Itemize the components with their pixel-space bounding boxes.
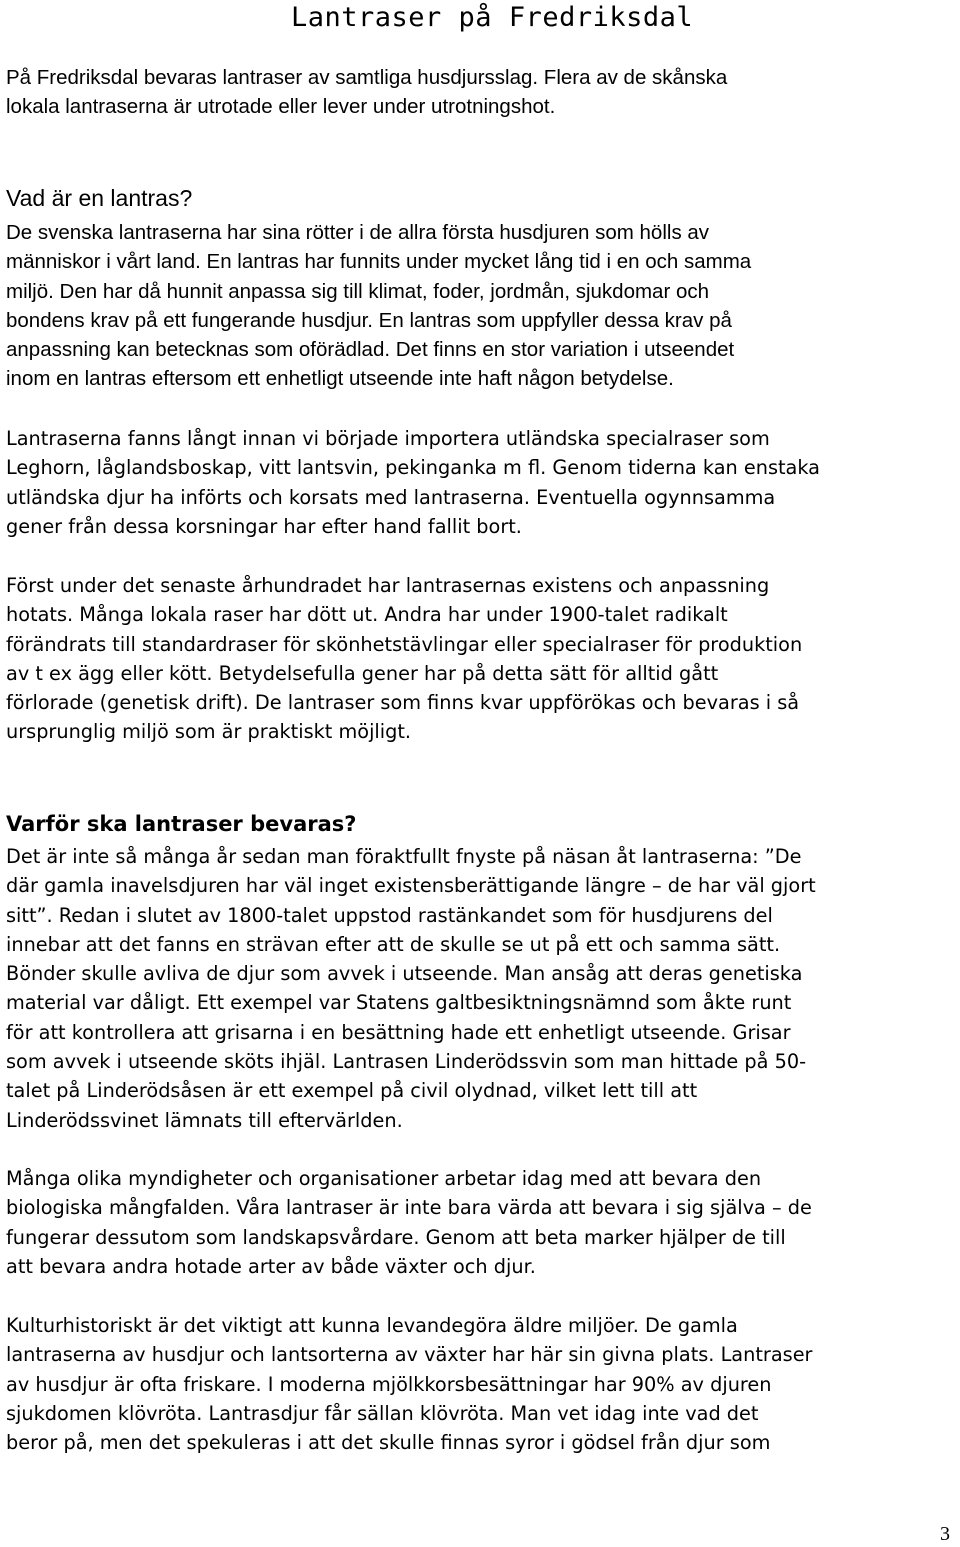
- text-line: Linderödssvinet lämnats till eftervärlden.: [6, 1108, 403, 1132]
- text-line: inom en lantras eftersom ett enhetligt utseende inte haft någon betydelse.: [6, 367, 674, 391]
- text-line: där gamla inavelsdjuren har väl inget existensberättigande längre – de har väl gjort: [6, 874, 816, 898]
- text-line: lokala lantraserna är utrotade eller lever under utrotningshot.: [6, 95, 556, 119]
- text-line: Lantraserna fanns långt innan vi började importera utländska specialraser som: [6, 427, 770, 450]
- section2-paragraph-1: [6, 842, 954, 1135]
- section-heading-varfor-ska-lantraser-bevaras: Varför ska lantraser bevaras?: [6, 812, 357, 836]
- text-line: sjukdomen klövröta. Lantrasdjur får sällan klövröta. Man vet idag inte vad det: [6, 1401, 759, 1425]
- text-line: av t ex ägg eller kött. Betydelsefulla gener har på detta sätt för alltid gått: [6, 661, 719, 685]
- text-line: lantraserna av husdjur och lantsorterna av växter har här sin givna plats. Lantraser: [6, 1343, 813, 1367]
- section1-paragraph-3: [6, 571, 954, 747]
- text-line: hotats. Många lokala raser har dött ut. Andra har under 1900-talet radikalt: [6, 603, 728, 627]
- text-line: biologiska mångfalden. Våra lantraser är inte bara värda att bevara i sig själva – de: [6, 1196, 812, 1220]
- page-title: Lantraser på Fredriksdal: [291, 2, 694, 33]
- text-line: fungerar dessutom som landskapsvårdare. Genom att beta marker hjälper de till: [6, 1225, 786, 1249]
- text-line: utländska djur ha införts och korsats med lantraserna. Eventuella ogynnsamma: [6, 485, 776, 509]
- text-line: Många olika myndigheter och organisationer arbetar idag med att bevara den: [6, 1167, 762, 1190]
- text-line: som avvek i utseende sköts ihjäl. Lantrasen Linderödssvin som man hittade på 50-: [6, 1050, 807, 1074]
- text-line: gener från dessa korsningar har efter hand fallit bort.: [6, 514, 522, 538]
- text-line: förändrats till standardraser för skönhetstävlingar eller specialraser för produktion: [6, 632, 803, 656]
- text-line: sitt”. Redan i slutet av 1800-talet uppstod rastänkandet som för husdjurens del: [6, 903, 773, 927]
- text-line: för att kontrollera att grisarna i en besättning hade ett enhetligt utseende. Grisar: [6, 1020, 791, 1044]
- section2-paragraph-2: [6, 1164, 954, 1281]
- text-line: talet på Linderödsåsen är ett exempel på civil olydnad, vilket lett till att: [6, 1079, 698, 1103]
- text-line: av husdjur är ofta friskare. I moderna mjölkkorsbesättningar har 90% av djuren: [6, 1372, 772, 1396]
- text-line: anpassning kan betecknas som oförädlad. Det finns en stor variation i utseendet: [6, 338, 735, 362]
- text-line: människor i vårt land. En lantras har funnits under mycket lång tid i en och samma: [6, 250, 752, 274]
- text-line: material var dåligt. Ett exempel var Statens galtbesiktningsnämnd som åkte runt: [6, 991, 792, 1015]
- page-number: 3: [940, 1523, 950, 1545]
- text-line: Bönder skulle avliva de djur som avvek i utseende. Man ansåg att deras genetiska: [6, 962, 803, 986]
- text-line: beror på, men det spekuleras i att det skulle finnas syror i gödsel från djur som: [6, 1431, 771, 1455]
- text-line: Leghorn, låglandsboskap, vitt lantsvin, pekinganka m fl. Genom tiderna kan enstaka: [6, 456, 821, 480]
- text-line: Det är inte så många år sedan man föraktfullt fnyste på näsan åt lantraserna: ”De: [6, 845, 802, 868]
- intro-paragraph: [6, 63, 954, 122]
- text-line: Kulturhistoriskt är det viktigt att kunna levandegöra äldre miljöer. De gamla: [6, 1314, 738, 1337]
- section1-paragraph-1: [6, 218, 954, 394]
- text-line: förlorade (genetisk drift). De lantraser som finns kvar uppförökas och bevaras i så: [6, 691, 800, 715]
- text-line: miljö. Den har då hunnit anpassa sig till klimat, foder, jordmån, sjukdomar och: [6, 279, 710, 303]
- text-line: att bevara andra hotade arter av både växter och djur.: [6, 1254, 536, 1278]
- text-line: På Fredriksdal bevaras lantraser av samtliga husdjursslag. Flera av de skånska: [6, 66, 728, 89]
- text-line: bondens krav på ett fungerande husdjur. En lantras som uppfyller dessa krav på: [6, 308, 732, 332]
- text-line: innebar att det fanns en strävan efter att de skulle se ut på ett och samma sätt.: [6, 932, 781, 956]
- text-line: ursprunglig miljö som är praktiskt möjligt.: [6, 720, 412, 744]
- text-line: De svenska lantraserna har sina rötter i de allra första husdjuren som hölls av: [6, 221, 710, 244]
- section2-paragraph-3: [6, 1311, 954, 1457]
- text-line: Först under det senaste århundradet har lantrasernas existens och anpassning: [6, 574, 770, 597]
- section1-paragraph-2: [6, 424, 954, 541]
- section-heading-vad-ar-en-lantras: Vad är en lantras?: [6, 185, 193, 211]
